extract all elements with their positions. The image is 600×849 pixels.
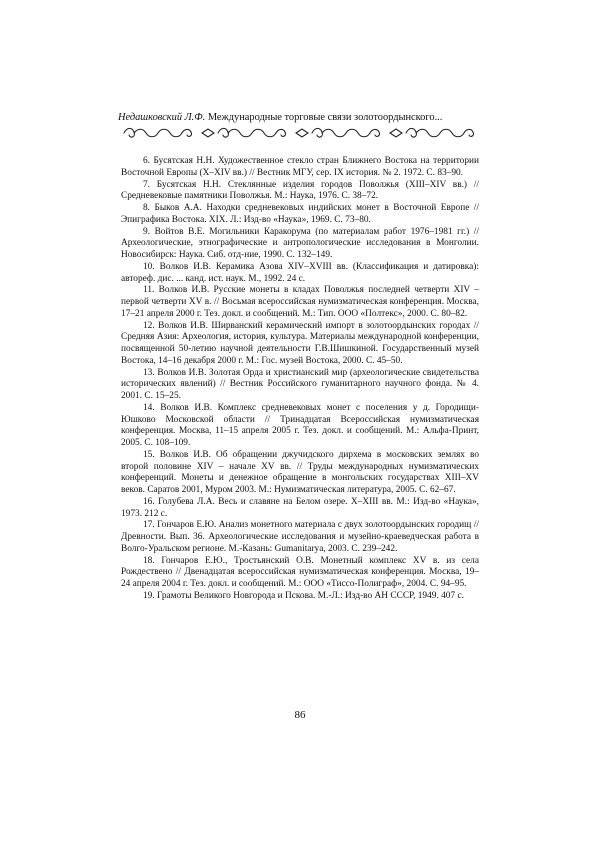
reference-item: 10. Волков И.В. Керамика Азова XIV–XVIII вв. (Классификация и датировка): автореф. дис. ... канд. ист. наук. М., 1992. 24 с. [121, 261, 479, 284]
reference-item: 6. Бусятская Н.Н. Художественное стекло стран Ближнего Востока на территории Восточной Европы (X–XIV вв.) // Вестник МГУ, сер. IX история. № 2. 1972. С. 83–90. [121, 156, 479, 178]
reference-item: 9. Войтов В.Е. Могильники Каракорума (по материалам работ 1976–1981 гг.) // Археологические, этнографические и антропологические исследования в Монголии. Новосибирск: Наука. Сиб. отд-ние, 1990. С. 132–149. [121, 226, 479, 260]
reference-item: 13. Волков И.В. Золотая Орда и христианский мир (археологические свидетельства исторических явлений) // Вестник Российского гуманитарного научного фонда. № 4. 2001. С. 15–25. [121, 367, 479, 401]
running-header [118, 111, 488, 124]
reference-item: 16. Голубева Л.А. Весь и славяне на Белом озере. X–XIII вв. М.: Изд-во «Наука», 1973. 212 с. [121, 496, 479, 519]
reference-item: 11. Волков И.В. Русские монеты в кладах Поволжья последней четверти XIV – первой четверти XV в. // Восьмая всероссийская нумизматическая конференция. Москва, 17–21 апреля 2000 г. Тез. докл. и сообщений. М.: Тип. ООО «Полтекс», 2000. С. 80–82. [121, 285, 479, 319]
reference-item: 15. Волков И.В. Об обращении джучидского дирхема в московских землях во второй половине XIV – начале XV вв. // Труды международных нумизматических конференций. Монеты и денежное обращение в монгольских государствах XIII–XV веков. Саратов 2001, Муром 2003. М.: Нумизматическая литература, 2005. С. 62–67. [121, 449, 479, 495]
reference-list [121, 156, 479, 603]
reference-item: 7. Бусятская Н.Н. Стеклянные изделия городов Поволжья (XIII–XIV вв.) // Средневековые памятники Поволжья. М.: Наука, 1976. С. 38–72. [121, 179, 479, 202]
reference-item: 8. Быков А.А. Находки средневековых индийских монет в Восточной Европе // Эпиграфика Востока. XIX. Л.: Изд-во «Наука», 1969. С. 73–80. [121, 203, 479, 225]
page-number: 86 [294, 709, 306, 721]
reference-item: 14. Волков И.В. Комплекс средневековых монет с поселения у д. Городищи-Юшково Московской области // Тринадцатая Всероссийская нумизматическая конференция. Москва, 11–15 апреля 2005 г. Тез. докл. и сообщений. М.: Альфа-Принт, 2005. С. 108–109. [121, 402, 479, 448]
reference-item: 19. Грамоты Великого Новгорода и Пскова. М.-Л.: Изд-во АН СССР, 1949. 407 с. [143, 590, 464, 601]
reference-item: 17. Гончаров Е.Ю. Анализ монетного материала с двух золотоордынских городищ // Древности. Вып. 36. Археологические исследования и музейно-краеведческая работа в Волго-Уральском регионе. М.-Казань: Gumanitarya, 2003. С. 239–242. [121, 520, 479, 554]
reference-item: 12. Волков И.В. Ширванский керамический импорт в золотоордынских городах // Средняя Азия: Археология, история, культура. Материалы международной конференции, посвященной 50-летию научной деятельности Г.В.Шишкиной. Государственный музей Востока, 14–16 декабря 2000 г. М.: Гос. музей Востока, 2000. С. 45–50. [121, 320, 479, 366]
decorative-ornament [120, 125, 484, 141]
reference-item: 18. Гончаров Е.Ю., Тростьянский О.В. Монетный комплекс XV в. из села Рождествено // Двенадцатая всероссийская нумизматическая конференция. Москва, 19–24 апреля 2004 г. Тез. докл. и сообщений. М.: ООО «Тиссо-Полиграф», 2004. С. 94–95. [121, 555, 479, 589]
header-title: Международные торговые связи золотоордынского... [205, 112, 443, 123]
header-author: Недашковский Л.Ф. [118, 112, 206, 123]
